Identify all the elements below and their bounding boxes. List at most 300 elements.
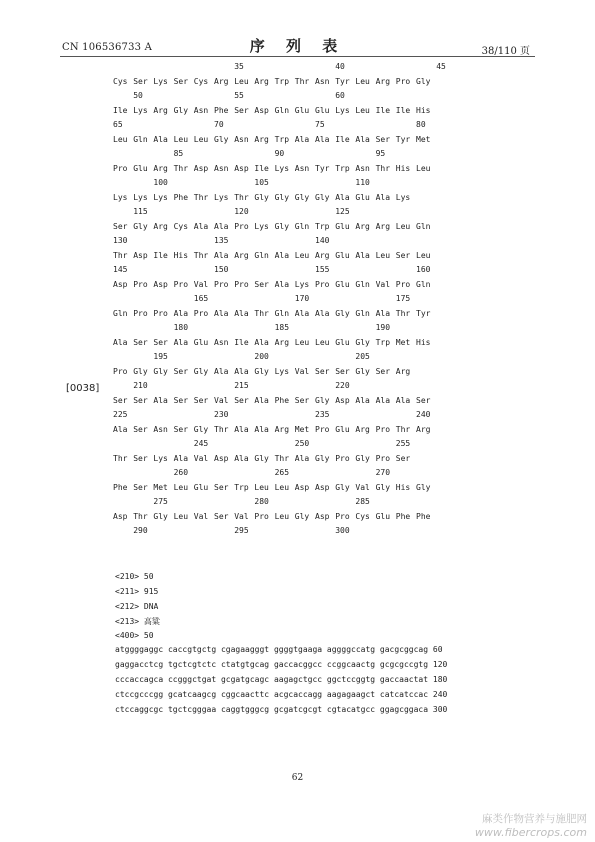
residue: Ala bbox=[335, 192, 350, 202]
watermark-url: www.fibercrops.com bbox=[474, 826, 587, 839]
residue: Glu bbox=[335, 221, 350, 231]
position-number: 70 bbox=[214, 120, 224, 129]
residue: Ala bbox=[234, 308, 249, 318]
position-number: 105 bbox=[254, 178, 269, 187]
residue: Asn bbox=[355, 163, 370, 173]
position-number: 295 bbox=[234, 526, 249, 535]
residue: Arg bbox=[355, 424, 370, 434]
residue: Asp bbox=[315, 482, 330, 492]
residue: Ala bbox=[274, 250, 290, 260]
residue: Gly bbox=[294, 511, 310, 521]
residue: Val bbox=[193, 511, 209, 521]
residue: Asn bbox=[214, 163, 229, 173]
residue: Glu bbox=[335, 337, 350, 347]
residue: Thr bbox=[254, 308, 269, 318]
residue: Leu bbox=[173, 134, 189, 144]
residue: Asp bbox=[254, 105, 269, 115]
residue: Ala bbox=[214, 221, 229, 231]
residue: Gln bbox=[416, 221, 431, 231]
residue: Thr bbox=[395, 308, 411, 318]
residue: Glu bbox=[294, 105, 310, 115]
metadata-line: <213> 高粱 bbox=[115, 617, 160, 627]
residue: Arg bbox=[395, 366, 411, 376]
page-number: 62 bbox=[291, 773, 304, 783]
residue: Val bbox=[375, 279, 391, 289]
position-number: 65 bbox=[113, 120, 123, 129]
residue: His bbox=[395, 482, 411, 492]
residue: Ser bbox=[173, 76, 189, 86]
residue: Gly bbox=[274, 192, 290, 202]
residue: Ile bbox=[395, 105, 411, 115]
residue: Ser bbox=[375, 134, 391, 144]
residue: Ala bbox=[254, 337, 269, 347]
residue: Thr bbox=[113, 250, 128, 260]
residue: Ala bbox=[173, 308, 189, 318]
residue: Gln bbox=[355, 279, 370, 289]
residue: Phe bbox=[274, 395, 290, 405]
residue: Thr bbox=[133, 511, 148, 521]
position-number: 110 bbox=[355, 178, 370, 187]
residue: Leu bbox=[234, 76, 249, 86]
residue: Lys bbox=[133, 192, 148, 202]
residue: Thr bbox=[193, 192, 209, 202]
residue: Leu bbox=[416, 250, 431, 260]
residue: Tyr bbox=[335, 76, 350, 86]
residue: Asn bbox=[315, 76, 330, 86]
residue: Lys bbox=[294, 279, 310, 289]
residue: Asn bbox=[294, 163, 310, 173]
position-number: 205 bbox=[355, 352, 370, 361]
residue: Leu bbox=[355, 76, 370, 86]
residue: Ala bbox=[214, 308, 229, 318]
residue: Ile bbox=[335, 134, 350, 144]
position-number: 145 bbox=[113, 265, 128, 274]
residue: Trp bbox=[335, 163, 350, 173]
residue: Arg bbox=[375, 76, 391, 86]
residue: Lys bbox=[133, 105, 148, 115]
residue: Leu bbox=[294, 337, 310, 347]
residue: Arg bbox=[315, 250, 330, 260]
residue: Pro bbox=[193, 308, 209, 318]
residue: Thr bbox=[234, 192, 249, 202]
residue: Glu bbox=[355, 192, 370, 202]
residue: Asp bbox=[193, 163, 209, 173]
position-number: 130 bbox=[113, 236, 128, 245]
residue: Gly bbox=[315, 192, 330, 202]
residue: Ala bbox=[193, 221, 209, 231]
residue: Pro bbox=[315, 424, 330, 434]
residue: Ala bbox=[355, 134, 370, 144]
residue: Ser bbox=[254, 279, 269, 289]
position-number: 100 bbox=[153, 178, 168, 187]
position-number: 285 bbox=[355, 497, 370, 506]
residue: Arg bbox=[254, 134, 269, 144]
residue: Ser bbox=[294, 395, 310, 405]
residue: Ala bbox=[315, 134, 330, 144]
position-number: 150 bbox=[214, 265, 229, 274]
position-number: 260 bbox=[173, 468, 189, 477]
residue: Ala bbox=[113, 337, 128, 347]
residue: Cys bbox=[113, 76, 128, 86]
position-number: 230 bbox=[214, 410, 229, 419]
position-number: 140 bbox=[315, 236, 330, 245]
position-number: 135 bbox=[214, 236, 229, 245]
residue: Gly bbox=[315, 395, 330, 405]
residue: Arg bbox=[234, 250, 249, 260]
residue: Gln bbox=[133, 134, 148, 144]
residue: Ser bbox=[133, 482, 148, 492]
residue: Ser bbox=[214, 511, 229, 521]
residue: Gly bbox=[133, 366, 148, 376]
residue: Trp bbox=[274, 76, 290, 86]
position-number: 175 bbox=[395, 294, 411, 303]
residue: Arg bbox=[416, 424, 431, 434]
dna-sequence bbox=[115, 645, 447, 720]
residue: Ile bbox=[113, 105, 128, 115]
residue: Gly bbox=[133, 221, 148, 231]
residue: Asp bbox=[133, 250, 148, 260]
residue: Lys bbox=[395, 192, 411, 202]
residue: Gly bbox=[254, 366, 269, 376]
residue: Glu bbox=[193, 337, 209, 347]
residue: Lys bbox=[153, 76, 168, 86]
residue: Ala bbox=[294, 308, 310, 318]
residue: Ala bbox=[173, 337, 189, 347]
residue: Leu bbox=[113, 134, 128, 144]
residue: Glu bbox=[335, 424, 350, 434]
residue: Leu bbox=[254, 482, 269, 492]
position-number: 40 bbox=[335, 62, 345, 71]
residue: Thr bbox=[395, 424, 411, 434]
residue: Ile bbox=[153, 250, 168, 260]
residue: Asp bbox=[113, 279, 128, 289]
residue: Arg bbox=[375, 221, 391, 231]
page-title: 序 列 表 bbox=[249, 37, 346, 55]
residue: Arg bbox=[214, 76, 229, 86]
position-number: 290 bbox=[133, 526, 148, 535]
residue: Ser bbox=[214, 482, 229, 492]
residue: Ala bbox=[375, 192, 391, 202]
residue: Leu bbox=[355, 105, 370, 115]
residue: Gly bbox=[254, 453, 269, 463]
residue: Pro bbox=[234, 221, 249, 231]
position-number: 250 bbox=[294, 439, 310, 448]
residue: Ala bbox=[315, 308, 330, 318]
residue: Gly bbox=[294, 192, 310, 202]
residue: Glu bbox=[133, 163, 148, 173]
metadata-line: <211> 915 bbox=[115, 586, 159, 596]
residue: Phe bbox=[416, 511, 431, 521]
position-number: 35 bbox=[234, 62, 244, 71]
residue: Leu bbox=[395, 221, 411, 231]
position-number: 85 bbox=[173, 149, 184, 158]
residue: Ala bbox=[153, 134, 168, 144]
residue: Asp bbox=[113, 511, 128, 521]
residue: Ala bbox=[395, 395, 411, 405]
residue: Tyr bbox=[395, 134, 411, 144]
residue: Arg bbox=[355, 221, 370, 231]
residue: Ser bbox=[375, 366, 391, 376]
residue: Trp bbox=[315, 221, 330, 231]
residue: Gly bbox=[416, 76, 431, 86]
position-number: 275 bbox=[153, 497, 168, 506]
position-number: 215 bbox=[234, 381, 249, 390]
position-number: 50 bbox=[133, 91, 143, 100]
residue: Ser bbox=[173, 366, 189, 376]
residue: Glu bbox=[335, 279, 350, 289]
residue: Leu bbox=[375, 250, 391, 260]
residue: Met bbox=[395, 337, 411, 347]
residue: Phe bbox=[113, 482, 128, 492]
metadata-line: <400> 50 bbox=[115, 631, 154, 641]
residue: Met bbox=[416, 134, 431, 144]
position-number: 55 bbox=[234, 91, 244, 100]
residue: Asn bbox=[214, 337, 229, 347]
residue: Gly bbox=[355, 453, 370, 463]
residue: Ala bbox=[254, 424, 269, 434]
residue: Ser bbox=[416, 395, 431, 405]
position-number: 95 bbox=[375, 149, 386, 158]
residue: Leu bbox=[274, 482, 290, 492]
residue: Thr bbox=[214, 424, 229, 434]
residue: Ala bbox=[214, 366, 229, 376]
residue: Thr bbox=[173, 163, 189, 173]
position-number: 210 bbox=[133, 381, 148, 390]
position-number: 195 bbox=[153, 352, 168, 361]
residue: Ala bbox=[173, 453, 189, 463]
residue: Ala bbox=[234, 366, 249, 376]
position-number: 185 bbox=[274, 323, 290, 332]
residue: Lys bbox=[254, 221, 269, 231]
position-number: 235 bbox=[315, 410, 330, 419]
position-number: 220 bbox=[335, 381, 350, 390]
residue: Ala bbox=[355, 250, 370, 260]
residue: Ser bbox=[133, 453, 148, 463]
position-number: 90 bbox=[274, 149, 285, 158]
residue: Ser bbox=[133, 395, 148, 405]
residue: Val bbox=[193, 279, 209, 289]
position-number: 160 bbox=[416, 265, 431, 274]
residue: Tyr bbox=[416, 308, 431, 318]
residue: Asp bbox=[294, 482, 310, 492]
dna-line: atggggaggc caccgtgctg cgagaagggt ggggtgaaga aggggccatg gacgcggcag 60 bbox=[115, 645, 443, 654]
residue: Leu bbox=[294, 250, 310, 260]
watermark-text: 麻类作物营养与施肥网 bbox=[482, 813, 587, 825]
position-number: 240 bbox=[416, 410, 431, 419]
residue: Gly bbox=[193, 366, 209, 376]
position-number: 280 bbox=[254, 497, 269, 506]
residue: Pro bbox=[315, 279, 330, 289]
position-number: 300 bbox=[335, 526, 350, 535]
residue: Asp bbox=[153, 279, 168, 289]
residue: Ile bbox=[254, 163, 269, 173]
residue: Lys bbox=[153, 192, 168, 202]
residue: Ala bbox=[294, 134, 310, 144]
dna-line: gaggacctcg tgctcgtctc ctatgtgcag gaccacggcc ccggcaactg gcgcgccgtg 120 bbox=[115, 660, 448, 669]
residue: Gly bbox=[153, 366, 168, 376]
residue: Met bbox=[153, 482, 168, 492]
residue: Asp bbox=[335, 395, 350, 405]
residue: Leu bbox=[274, 511, 290, 521]
residue: Asp bbox=[234, 163, 249, 173]
residue: Gln bbox=[274, 308, 290, 318]
residue: Pro bbox=[113, 163, 128, 173]
residue: Ala bbox=[254, 395, 269, 405]
watermark bbox=[475, 811, 587, 839]
residue: Phe bbox=[214, 105, 229, 115]
residue: Val bbox=[355, 482, 370, 492]
residue: Met bbox=[294, 424, 310, 434]
residue: Asp bbox=[214, 453, 229, 463]
dna-line: ctccgcccgg gcatcaagcg cggcaacttc acgcaccagg aagagaagct catcatccac 240 bbox=[115, 690, 448, 699]
residue: Pro bbox=[214, 279, 229, 289]
residue: Ala bbox=[234, 453, 249, 463]
residue: Gly bbox=[375, 482, 391, 492]
residue: Thr bbox=[193, 250, 209, 260]
residue: Ala bbox=[153, 395, 168, 405]
residue: Ala bbox=[113, 424, 128, 434]
residue: Pro bbox=[234, 279, 249, 289]
metadata-line: <212> DNA bbox=[115, 601, 159, 611]
residue: Pro bbox=[133, 279, 148, 289]
residue: Ala bbox=[234, 424, 249, 434]
residue: Asn bbox=[153, 424, 168, 434]
residue: Ser bbox=[113, 395, 128, 405]
residue: Ser bbox=[234, 395, 249, 405]
position-number: 190 bbox=[375, 323, 391, 332]
residue: Val bbox=[214, 395, 229, 405]
position-number: 270 bbox=[375, 468, 391, 477]
residue: Val bbox=[234, 511, 249, 521]
residue: Ser bbox=[234, 105, 249, 115]
page-counter: 38/110 页 bbox=[481, 46, 530, 57]
residue: Gly bbox=[214, 134, 229, 144]
residue: Cys bbox=[173, 221, 189, 231]
residue: Glu bbox=[315, 105, 330, 115]
position-number: 120 bbox=[234, 207, 249, 216]
position-number: 255 bbox=[395, 439, 411, 448]
residue: Pro bbox=[335, 511, 350, 521]
residue: Trp bbox=[274, 134, 290, 144]
residue: Glu bbox=[193, 482, 209, 492]
residue: Lys bbox=[214, 192, 229, 202]
residue: Ser bbox=[193, 395, 209, 405]
residue: Arg bbox=[153, 221, 168, 231]
residue: Thr bbox=[274, 453, 290, 463]
residue: Gly bbox=[193, 424, 209, 434]
residue: Leu bbox=[416, 163, 431, 173]
residue: Glu bbox=[375, 511, 391, 521]
residue: His bbox=[416, 337, 431, 347]
residue: Ser bbox=[395, 453, 411, 463]
residue: Glu bbox=[335, 250, 350, 260]
residue: Trp bbox=[234, 482, 249, 492]
residue: Phe bbox=[395, 511, 411, 521]
position-number: 60 bbox=[335, 91, 345, 100]
residue: Gln bbox=[416, 279, 431, 289]
position-number: 125 bbox=[335, 207, 350, 216]
residue: Val bbox=[193, 453, 209, 463]
residue: Pro bbox=[133, 308, 148, 318]
residue: Val bbox=[294, 366, 310, 376]
residue: Arg bbox=[274, 424, 290, 434]
residue: Gln bbox=[294, 221, 310, 231]
residue: His bbox=[416, 105, 431, 115]
sequence-metadata bbox=[115, 572, 160, 646]
residue: Gln bbox=[113, 308, 128, 318]
position-number: 45 bbox=[436, 62, 446, 71]
residue: Arg bbox=[274, 337, 290, 347]
residue: Pro bbox=[113, 366, 128, 376]
residue: Ala bbox=[274, 279, 290, 289]
residue: Trp bbox=[375, 337, 391, 347]
residue: Ser bbox=[113, 221, 128, 231]
header-rule bbox=[60, 56, 535, 57]
residue: Tyr bbox=[315, 163, 330, 173]
residue: Ala bbox=[375, 395, 391, 405]
position-number: 115 bbox=[133, 207, 148, 216]
residue: Gly bbox=[153, 511, 168, 521]
residue: Ile bbox=[234, 337, 249, 347]
residue: His bbox=[173, 250, 189, 260]
residue: Ala bbox=[375, 308, 391, 318]
residue: Leu bbox=[193, 134, 209, 144]
residue: Pro bbox=[395, 279, 411, 289]
residue: Gly bbox=[254, 192, 269, 202]
residue: Cys bbox=[193, 76, 209, 86]
residue: Thr bbox=[294, 76, 310, 86]
residue: Lys bbox=[335, 105, 350, 115]
residue: Pro bbox=[375, 453, 391, 463]
residue: Ser bbox=[133, 76, 148, 86]
residue: Ser bbox=[335, 366, 350, 376]
residue: Gly bbox=[173, 105, 189, 115]
residue: Ser bbox=[153, 337, 168, 347]
residue: Ile bbox=[375, 105, 391, 115]
residue: Lys bbox=[274, 163, 290, 173]
position-number: 170 bbox=[294, 294, 310, 303]
residue: Thr bbox=[375, 163, 391, 173]
residue: Leu bbox=[173, 511, 189, 521]
residue: Gln bbox=[355, 308, 370, 318]
residue: Ser bbox=[315, 366, 330, 376]
residue: Ser bbox=[133, 337, 148, 347]
residue: Leu bbox=[173, 482, 189, 492]
residue: Gly bbox=[355, 366, 370, 376]
residue: Cys bbox=[355, 511, 370, 521]
residue: Pro bbox=[254, 511, 269, 521]
residue: Arg bbox=[153, 163, 168, 173]
residue: Pro bbox=[375, 424, 391, 434]
residue: Leu bbox=[315, 337, 330, 347]
position-number: 180 bbox=[173, 323, 189, 332]
position-number: 200 bbox=[254, 352, 269, 361]
residue: Gly bbox=[315, 453, 330, 463]
residue: Gly bbox=[335, 308, 350, 318]
residue: Ala bbox=[214, 250, 229, 260]
residue: Phe bbox=[173, 192, 189, 202]
dna-line: cccaccagca ccgggctgat gcgatgcagc aagagctgcc ggctccggtg gaccaactat 180 bbox=[115, 675, 448, 684]
residue: Gly bbox=[274, 221, 290, 231]
residue: Gln bbox=[254, 250, 269, 260]
position-number: 265 bbox=[274, 468, 290, 477]
residue: Gly bbox=[355, 337, 370, 347]
residue: Asn bbox=[193, 105, 209, 115]
residue: Pro bbox=[335, 453, 350, 463]
position-number: 155 bbox=[315, 265, 330, 274]
residue: Lys bbox=[274, 366, 290, 376]
residue: Lys bbox=[113, 192, 128, 202]
